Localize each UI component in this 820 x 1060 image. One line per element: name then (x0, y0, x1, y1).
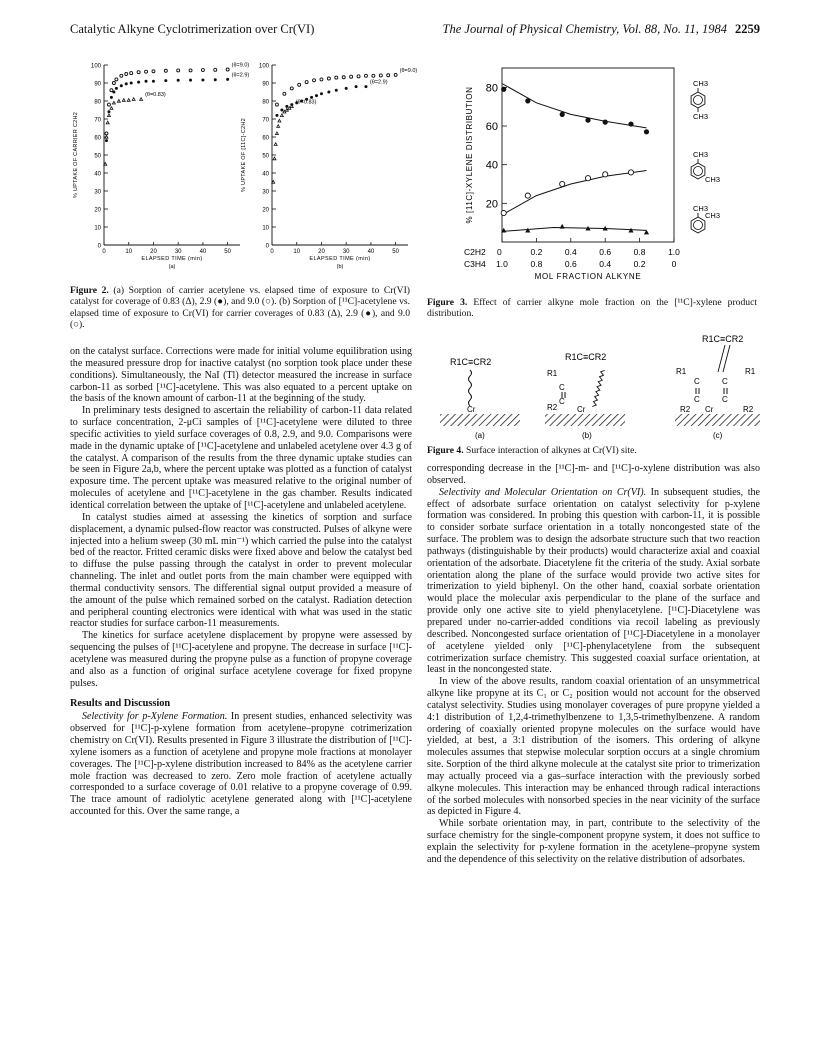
x-tick-label: 10 (293, 249, 301, 255)
data-point (603, 172, 608, 177)
series-label: (θ=9.0) (399, 67, 418, 74)
data-point (107, 114, 110, 117)
right-column (427, 463, 760, 866)
x-tick-label: 1.0 (496, 259, 508, 269)
data-point (313, 79, 316, 82)
figure-4-panel-c (675, 334, 760, 440)
data-point (177, 69, 180, 72)
x-tick-label: 0 (102, 249, 106, 255)
x-tick-label: 30 (174, 249, 182, 255)
data-point (560, 181, 565, 186)
alkyne-label-a: R1C≡CR2 (450, 357, 492, 367)
trend-curve (502, 228, 647, 232)
y-tick-label: 70 (262, 117, 269, 124)
surface-c (675, 414, 760, 426)
r2-right-label-c: R2 (743, 405, 754, 414)
y-tick-label: 80 (485, 82, 498, 95)
data-point (127, 99, 130, 102)
x-axis-label: ELAPSED TIME (min) (141, 256, 203, 262)
x-tick-label: 0 (270, 249, 274, 255)
methyl-label: CH3 (705, 175, 721, 184)
methyl-label: CH3 (693, 204, 709, 213)
figure-4-caption-text: Surface interaction of alkynes at Cr(VI) site. (463, 445, 637, 456)
paragraph (70, 711, 412, 818)
r1-right-label-c: R1 (745, 367, 756, 376)
figure-3-caption-lead: Figure 3. (427, 297, 468, 308)
data-point (280, 109, 283, 112)
figure-3-chart (440, 60, 740, 295)
x-tick-label: 40 (199, 249, 207, 255)
y-tick-label: 60 (262, 135, 269, 142)
y-tick-label: 20 (262, 207, 269, 214)
x-tick-label: 0.8 (633, 247, 646, 257)
paragraph: In preliminary tests designed to ascertain the reliability of carbon-11 data related to surface concentration, 2-μCi samples of [¹¹C]-acetylene were diluted to three specific activities to yield surface coverages of 0.8, 2.9, and 9.0. Comparisons were made in the dynamic uptake of [¹¹C]-acetylene and unlabeled acetylene over 4.3 g of the catalyst. A comparison of the results from the three dynamic uptake studies can be seen in Figure 2a,b, where the percent uptake was plotted as a function of catalyst exposure time. The percent uptake was measured relative to the original number of molecules of acetylene and [¹¹C]-acetylene in the gas chamber. Results indicated identical correlation between the uptake of [¹¹C]-acetylene and unlabeled acetylene. (70, 405, 412, 511)
data-point (525, 228, 530, 233)
paragraph: In catalyst studies aimed at assessing the kinetics of sorption and surface displacement, a dynamic pulsed-flow reactor was constructed. Pulses of alkyne were injected into a helium sweep (30 mL min⁻¹) which carried the pulse into the catalyst bed of the reactor. Fritted ceramic disks were fixed above and below the catalyst bed to diffuse the pulse passing through the catalyst in order to prevent molecular channeling. The inlet and outlet ports from the main chamber were equipped with thermal conductivity sensors. The differential signal output provided a measure of the amount of the pulse which remained sorbed on the catalyst. Radiation detection and peripheral counting electronics were identical with what was used in the static reactor studies for surface carbon-11 measurements. (70, 511, 412, 630)
y-tick-label: 80 (94, 99, 101, 106)
data-point (320, 92, 323, 95)
data-point (560, 112, 565, 117)
y-axis-label: % UPTAKE OF CARRIER C2H2 (73, 111, 79, 199)
page-number: 2259 (735, 22, 760, 36)
data-point (106, 121, 109, 124)
c2-label-b: C (559, 397, 565, 406)
paragraph: on the catalyst surface. Corrections were made for initial volume equilibration using the measured pressure drop for inactive catalyst (no sorption took place under these conditions). Simultaneously, the NaI (Tl) detector measured the increase in surface carbon-11 as sorbed [¹¹C]-acetylene. This was also equated to a percent uptake on the basis of the known amount of carbon-11 at the beginning of the study. (70, 346, 412, 405)
cr-label-b: Cr (577, 405, 586, 414)
data-point (298, 83, 301, 86)
data-point (501, 87, 506, 92)
data-point (110, 107, 113, 110)
figure-4-caption-lead: Figure 4. (427, 445, 464, 456)
y-tick-label: 90 (262, 81, 269, 88)
panel-label: (a) (168, 264, 176, 270)
y-tick-label: 80 (262, 99, 269, 106)
figure-3-caption (427, 297, 757, 320)
data-point (105, 136, 108, 139)
data-point (201, 69, 204, 72)
paragraph-text: In subsequent studies, the effect of adsorbate surface orientation on catalyst selectivity for p-xylene formation was considered. In probing this question with carbon-11, it is possible to consider sorbate surface orientation in a totally noncongested state of the surface. The problem was to design the adsorbate structure such that two reaction pathways (distinguishable by their products) would characterize axial and coaxial orientation of the adsorbate. Diacetylene fit the criteria of the study. Axial sorbate orientation along the plane of the surface would provide two active sites for trimerization to yield biphenyl. On the other hand, coaxial sorbate orientation would place the molecular axis perpendicular to the plane of the surface and provide only one active site to yield phenylacetylene. [¹¹C]-Diacetylene was prepared under no-carrier-added conditions via recoil labeling as previously described. Noncongested surface orientation of [¹¹C]-Diacetylene in a monolayer of acetylene yielded only [¹¹C]-phenylacetylene from the subsequent cotrimerization surface chemistry. This suggested coaxial surface orientation, at least in the noncongested state. (427, 486, 760, 676)
data-point (585, 176, 590, 181)
data-point (320, 78, 323, 81)
x-tick-label: 50 (392, 249, 399, 255)
x-tick-label: 0 (671, 259, 677, 269)
data-point (112, 91, 115, 94)
aromatic-circle (694, 96, 703, 105)
c-right-bottom-c: C (722, 395, 728, 404)
data-point (137, 81, 140, 84)
journal-citation: The Journal of Physical Chemistry, Vol. 88, No. 11, 1984 (442, 22, 727, 36)
figure-2-caption-text: (a) Sorption of carrier acetylene vs. elapsed time of exposure to Cr(VI) catalyst for coverage of 0.83 (Δ), 2.9 (●), and 9.0 (○). (b) Sorption of [¹¹C]-acetylene vs. elapsed time of exposure to Cr(VI) for carrier coverages of 0.83 (Δ), 2.9 (●), and 9.0 (○). (70, 285, 410, 331)
x-tick-label: 0.2 (633, 259, 646, 269)
data-point (283, 92, 286, 95)
data-point (277, 125, 280, 128)
data-point (115, 87, 118, 90)
data-point (273, 157, 276, 160)
data-point (189, 79, 192, 82)
data-point (177, 79, 180, 82)
data-point (130, 82, 133, 85)
data-point (644, 129, 649, 134)
figure-4-panel-b (545, 352, 625, 440)
data-point (335, 89, 338, 92)
figure-2b-chart (230, 55, 425, 270)
left-column (70, 346, 412, 818)
r2-left-label-c: R2 (680, 405, 691, 414)
data-point (164, 69, 167, 72)
y-tick-label: 50 (94, 153, 101, 160)
data-point (350, 75, 353, 78)
y-tick-label: 0 (97, 243, 101, 250)
header-title: Catalytic Alkyne Cyclotrimerization over Cr(VI) (70, 22, 315, 36)
panel-label-c: (c) (713, 431, 723, 440)
figure-4-panel-a (440, 357, 520, 440)
data-point (125, 82, 128, 85)
data-point (335, 76, 338, 79)
alkyne-label-b: R1C≡CR2 (565, 352, 607, 362)
c-right-top-c: C (722, 377, 728, 386)
subsection-lead: Selectivity and Molecular Orientation on Cr(VI). (439, 486, 647, 498)
data-point (120, 74, 123, 77)
x-tick-label: 1.0 (668, 247, 680, 257)
plot-frame (502, 68, 674, 242)
figure-2-caption-lead: Figure 2. (70, 285, 109, 296)
r1-left-label-c: R1 (676, 367, 687, 376)
y-tick-label: 60 (485, 121, 498, 133)
panel-label: (b) (336, 264, 344, 270)
y-tick-label: 20 (94, 207, 101, 214)
data-point (525, 193, 530, 198)
y-tick-label: 40 (485, 159, 498, 172)
data-point (345, 87, 348, 90)
x-tick-label: 40 (367, 249, 375, 255)
data-point (120, 84, 123, 87)
x-tick-label: 0.4 (564, 247, 577, 257)
figure-3-caption-text: Effect of carrier alkyne mole fraction on the [¹¹C]-xylene product distribution. (427, 297, 757, 320)
series-label: (θ=2.9) (369, 79, 388, 86)
data-point (105, 139, 108, 142)
x-tick-label: 10 (125, 249, 133, 255)
data-point (110, 96, 113, 99)
y-tick-label: 100 (258, 63, 269, 70)
y-tick-label: 60 (94, 135, 101, 142)
paragraph: While sorbate orientation may, in part, contribute to the selectivity of the surface chemistry for the single-component propyne system, it does not suffice to explain the selectivity for p-xylene formation in the acetylene–propyne system and the dependence of this selectivity on the relative distribution of adsorbates. (427, 818, 760, 865)
data-point (145, 80, 148, 83)
c1-label-b: C (559, 383, 565, 392)
paragraph: The kinetics for surface acetylene displacement by propyne were assessed by sequencing the pulses of [¹¹C]-acetylene and propyne. The decrease in surface [¹¹C]-acetylene was measured during the propyne pulse as a function of propyne coverage and also as a function of original surface acetylene coverage for fixed propyne pulses. (70, 630, 412, 689)
series-label: (θ=9.0) (231, 62, 250, 69)
data-point (290, 87, 293, 90)
running-header (70, 22, 760, 37)
section-heading: Results and Discussion (70, 698, 171, 710)
data-point (189, 69, 192, 72)
alkyne-label-c: R1C≡CR2 (702, 334, 744, 344)
data-point (525, 98, 530, 103)
r1-label-b: R1 (547, 369, 558, 378)
data-point (122, 99, 125, 102)
y-tick-label: 0 (265, 243, 269, 250)
data-point (394, 73, 397, 76)
data-point (342, 76, 345, 79)
figure-2-caption (70, 285, 410, 331)
y-axis-label: % UPTAKE OF [11C]-C2H2 (241, 118, 247, 192)
y-axis-label: % [11C]-XYLENE DISTRIBUTION (465, 86, 474, 224)
data-point (130, 72, 133, 75)
x-axis-label: MOL FRACTION ALKYNE (534, 272, 642, 281)
data-point (107, 103, 110, 106)
series-label: (θ=0.83) (295, 99, 317, 106)
y-tick-label: 30 (262, 189, 269, 196)
x-tick-label: 0.6 (564, 259, 577, 269)
data-point (214, 68, 217, 71)
figure-4-caption (427, 445, 757, 456)
panel-label-b: (b) (582, 431, 592, 440)
methyl-label: CH3 (705, 211, 721, 220)
data-point (628, 121, 633, 126)
data-point (501, 210, 506, 215)
data-point (226, 68, 229, 71)
data-point (214, 78, 217, 81)
data-point (280, 114, 283, 117)
data-point (327, 77, 330, 80)
data-point (112, 101, 115, 104)
cr-label-a: Cr (467, 405, 476, 414)
paragraph (427, 487, 760, 677)
trend-curve (502, 171, 647, 215)
surface-b (545, 414, 625, 426)
subsection-lead: Selectivity for p-Xylene Formation. (82, 711, 228, 723)
aromatic-circle (694, 221, 703, 230)
data-point (628, 170, 633, 175)
y-tick-label: 20 (485, 198, 498, 211)
data-point (117, 100, 120, 103)
data-point (379, 74, 382, 77)
x-tick-label: 50 (224, 249, 231, 255)
data-point (164, 79, 167, 82)
x-tick-label: 0 (497, 247, 502, 257)
c-left-top-c: C (694, 377, 700, 386)
panel-label-a: (a) (475, 431, 485, 440)
y-tick-label: 10 (94, 225, 101, 232)
paragraph: In view of the above results, random coaxial orientation of an unsymmetrical alkyne like propyne at its C₁ or C₂ position would not account for the observed catalyst selectivity. Studies using monolayer coverages of pure propyne yielded a 4:1 distribution of 1,2,4-trimethylbenzene to 1,3,5-trimethylbenzene. A random ordering of coaxially oriented propyne molecules on the surface would have yielded, at best, a 3:1 distribution of the isomers. This ordering of alkyne molecules assumes that stepwise molecular sorption occurs at a single chromium site. Sorption of the third alkyne molecule at the catalyst site prior to trimerization may actually proceed via a gas–surface interaction with the previously sorbed alkyne molecules. This interaction may be enhanced through radical interactions of the sorbed molecules with nonsorbed species in the near vicinity of the surface as depicted in Figure 4. (427, 676, 760, 818)
data-point (137, 71, 140, 74)
data-point (357, 75, 360, 78)
x-tick-label: 20 (318, 249, 325, 255)
figure-2a-chart (62, 55, 252, 270)
data-point (274, 143, 277, 146)
bond-wavy-a (469, 370, 472, 406)
data-point (364, 85, 367, 88)
series-label: (θ=2.9) (231, 72, 250, 79)
data-point (285, 105, 288, 108)
x-tick-label: 30 (342, 249, 350, 255)
data-point (327, 91, 330, 94)
x-tick-label: 0.8 (530, 259, 543, 269)
y-tick-label: 30 (94, 189, 101, 196)
data-point (152, 70, 155, 73)
series-label: (θ=0.83) (145, 92, 166, 99)
x-tick-label: 20 (150, 249, 157, 255)
x-axis-label: ELAPSED TIME (min) (309, 256, 371, 262)
data-point (132, 98, 135, 101)
data-point (107, 110, 110, 113)
methyl-label: CH3 (693, 112, 709, 121)
data-point (387, 74, 390, 77)
paragraph-text: In present studies, enhanced selectivity was observed for [¹¹C]-p-xylene formation from acetylene–propyne cotrimerization chemistry on Cr(VI). Results presented in Figure 3 illustrate the distribution of [¹¹C]-xylene isomers as a function of acetylene and propyne mole fractions at monolayer coverages. The [¹¹C]-p-xylene distribution increased to 84% as the acetylene carrier mole fraction was decreased to zero. Zero mole fraction of acetylene actually corresponded to a surface coverage of 0.01 relative to a propyne coverage of 0.99. The trace amount of radiolytic acetylene generated along with [¹¹C]-acetylene accounted for this. Over the same range, a (70, 711, 412, 818)
data-point (560, 224, 565, 229)
x-tick-label: 0.6 (599, 247, 612, 257)
methyl-label: CH3 (693, 150, 709, 159)
data-point (278, 119, 281, 122)
y-tick-label: 40 (262, 171, 269, 178)
data-point (275, 103, 278, 106)
x-row2-label: C3H4 (464, 259, 486, 269)
c-left-bottom-c: C (694, 395, 700, 404)
data-point (355, 85, 358, 88)
data-point (145, 70, 148, 73)
y-tick-label: 10 (262, 225, 269, 232)
data-point (226, 78, 229, 81)
surface-a (440, 414, 520, 426)
data-point (372, 74, 375, 77)
x-tick-label: 0.2 (530, 247, 543, 257)
data-point (152, 80, 155, 83)
x-tick-label: 0.4 (599, 259, 612, 269)
bond-wavy-b (586, 369, 611, 408)
data-point (315, 94, 318, 97)
aromatic-circle (694, 167, 703, 176)
data-point (115, 78, 118, 81)
trend-curve (502, 84, 647, 128)
cr-label-c: Cr (705, 405, 714, 414)
header-journal (443, 22, 760, 37)
r2-label-b: R2 (547, 403, 558, 412)
y-tick-label: 90 (94, 81, 101, 88)
data-point (364, 74, 367, 77)
data-point (112, 82, 115, 85)
x-row1-label: C2H2 (464, 247, 486, 257)
figure-4-diagram (440, 330, 770, 440)
data-point (305, 81, 308, 84)
data-point (603, 120, 608, 125)
data-point (140, 98, 143, 101)
data-point (110, 89, 113, 92)
methyl-label: CH3 (693, 79, 709, 88)
y-tick-label: 40 (94, 171, 101, 178)
data-point (125, 73, 128, 76)
data-point (105, 132, 108, 135)
y-tick-label: 100 (90, 63, 101, 70)
data-point (275, 132, 278, 135)
data-point (201, 78, 204, 81)
y-tick-label: 50 (262, 153, 269, 160)
paragraph: corresponding decrease in the [¹¹C]-m- and [¹¹C]-o-xylene distribution was also observed. (427, 463, 760, 486)
data-point (275, 114, 278, 117)
data-point (585, 118, 590, 123)
y-tick-label: 70 (94, 117, 101, 124)
